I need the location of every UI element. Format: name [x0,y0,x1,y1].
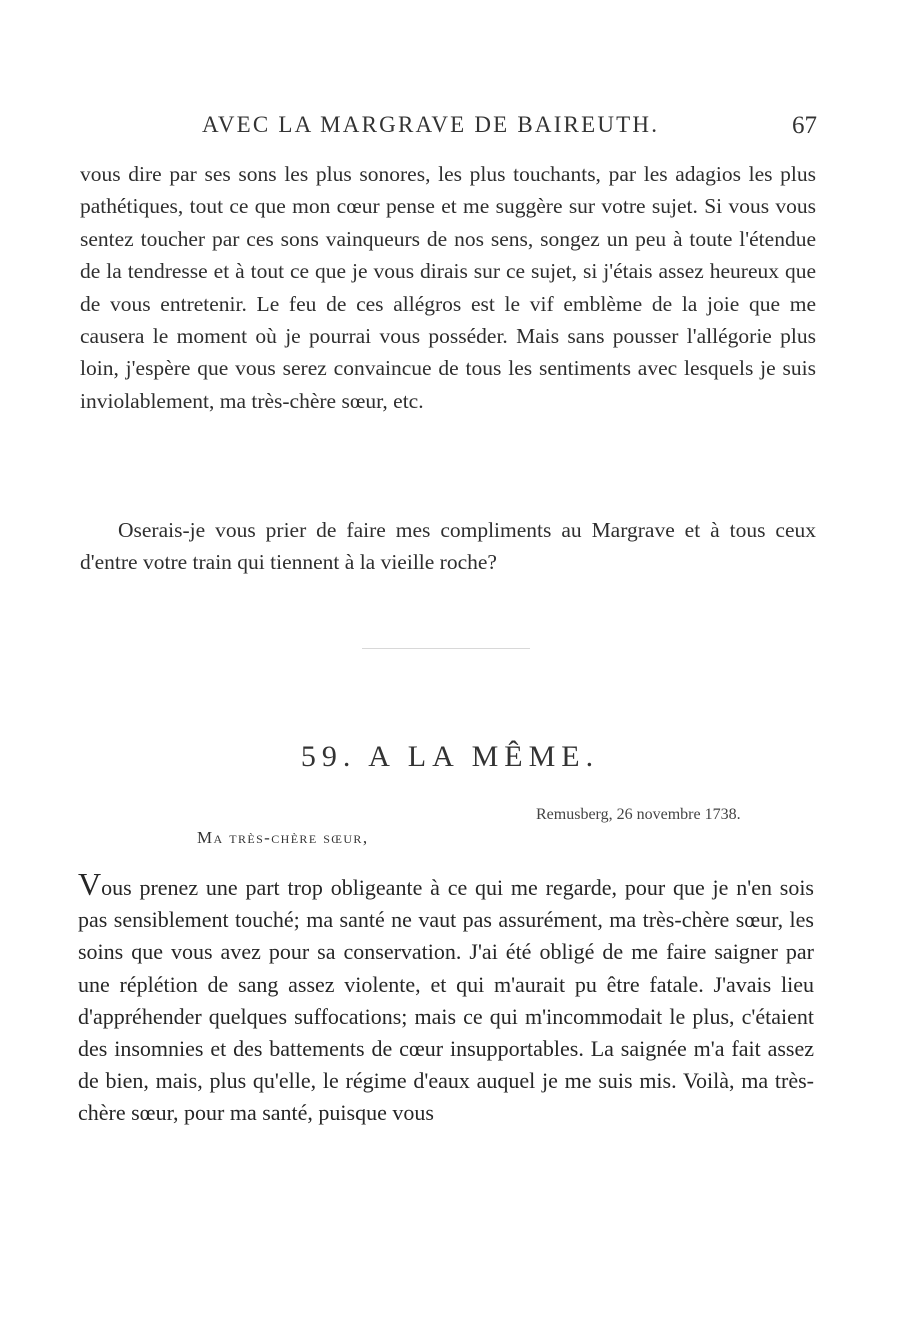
letter-initial: V [78,866,102,902]
letter-body [78,868,814,1130]
letter-body-text: ous prenez une part trop obligeante à ce qui me regarde, pour que je n'en sois pas sensiblement touché; ma santé ne vaut pas assurément, ma très-chère sœur, les soins que vous avez pour sa conservation. J'ai été obligé de me faire saigner par une réplétion de sang assez violente, et qui m'aurait pu être fatale. J'avais lieu d'appréhender quelques suffocations; mais ce qui m'incommodait le plus, c'étaient des insomnies et des battements de cœur insupportables. La saignée m'a fait assez de bien, mais, plus qu'elle, le régime d'eaux auquel je me suis mis. Voilà, ma très-chère sœur, pour ma santé, puisque vous [78,875,814,1126]
paragraph-postscript: Oserais-je vous prier de faire mes compliments au Margrave et à tous ceux d'entre votre train qui tiennent à la vieille roche? [80,518,816,575]
paragraph-continuation: vous dire par ses sons les plus sonores, les plus touchants, par les adagios les plus pathétiques, tout ce que mon cœur pense et me suggère sur votre sujet. Si vous vous sentez toucher par ces sons vainqueurs de nos sens, songez un peu à toute l'étendue de la tendresse et à tout ce que je vous dirais sur ce sujet, si j'étais assez heureux que de vous entretenir. Le feu de ces allégros est le vif emblème de la joie que me causera le moment où je pourrai vous posséder. Mais sans pousser l'allégorie plus loin, j'espère que vous serez convaincue de tous les sentiments avec lesquels je suis inviolablement, ma très-chère sœur, etc. [80,162,816,413]
letter-salutation: Ma très-chère sœur, [197,828,369,847]
letter-place-date: Remusberg, 26 novembre 1738. [536,806,741,823]
running-head [0,112,900,144]
running-title: AVEC LA MARGRAVE DE BAIREUTH. [202,112,660,137]
letter-heading: 59. A LA MÊME. [300,740,600,773]
page-number: 67 [792,112,817,139]
section-divider [362,648,530,649]
